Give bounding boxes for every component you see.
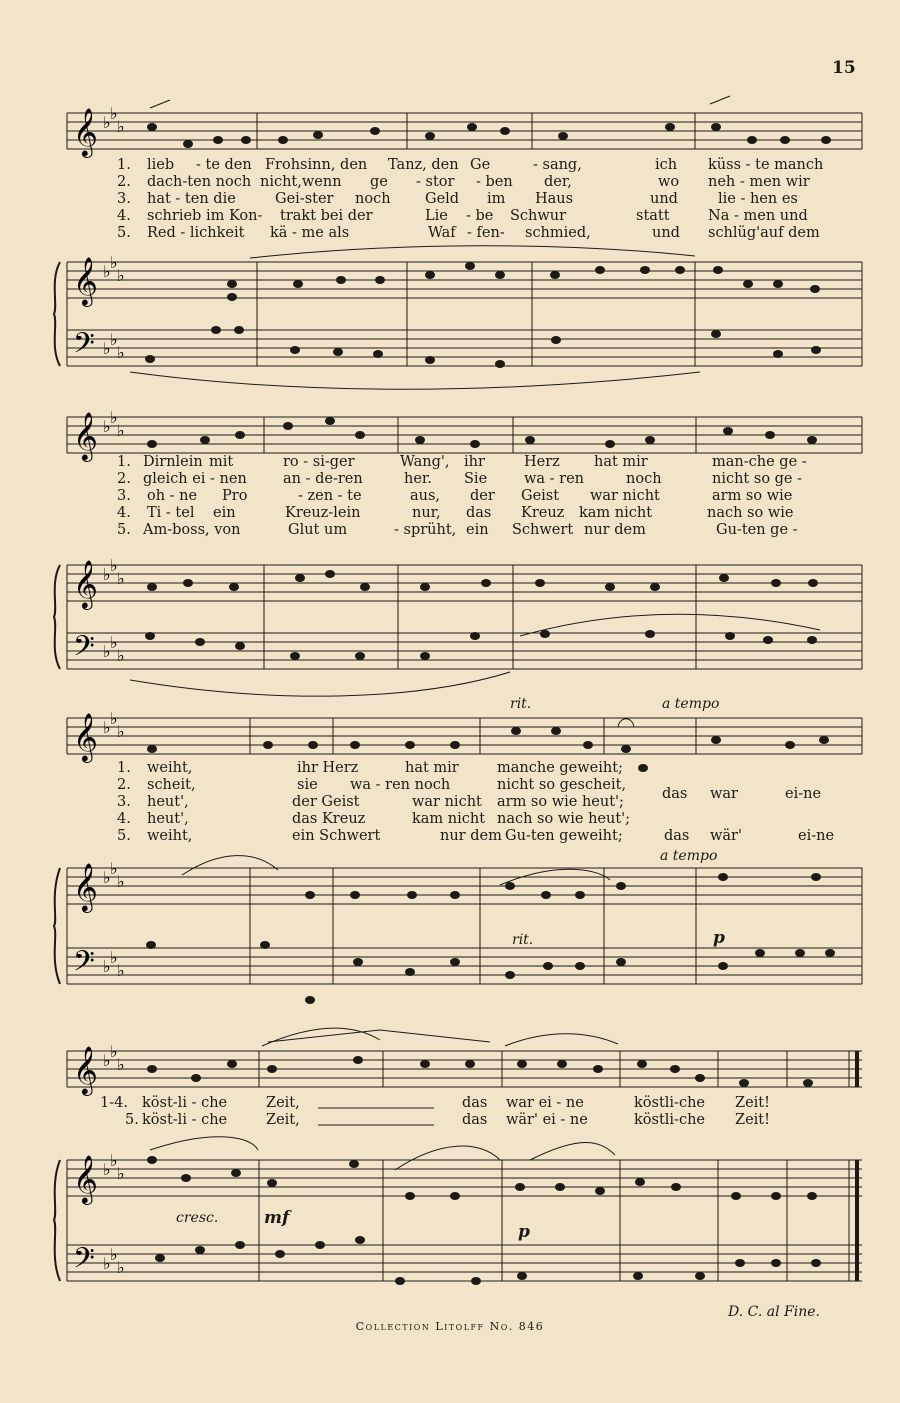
verse-number: 2.	[117, 174, 131, 190]
lyric: Lie	[425, 208, 448, 224]
svg-text:♭: ♭	[110, 1042, 118, 1061]
svg-text:♭: ♭	[110, 408, 118, 427]
svg-text:♭: ♭	[117, 266, 125, 285]
lyric: war nicht	[590, 488, 660, 504]
refrain-lyric: ei-ne	[798, 828, 835, 844]
lyric: ein	[213, 505, 236, 521]
lyric: ge	[370, 174, 388, 190]
svg-text:𝄞: 𝄞	[73, 256, 98, 305]
lyric: weiht,	[147, 828, 193, 844]
lyric: - te den	[196, 157, 252, 173]
lyric: statt	[636, 208, 670, 224]
lyric: heut',	[147, 811, 189, 827]
lyric: - sprüht,	[394, 522, 457, 538]
lyric: lie - hen es	[718, 191, 798, 207]
lyric: Herz	[524, 454, 560, 470]
a-tempo-marking: a tempo	[662, 696, 720, 712]
svg-text:♭: ♭	[110, 104, 118, 123]
lyric: gleich ei - nen	[143, 471, 247, 487]
lyric: lieb	[147, 157, 175, 173]
lyric: küss - te manch	[708, 157, 824, 173]
svg-text:♭: ♭	[110, 556, 118, 575]
lyric: mit	[209, 454, 234, 470]
lyric: - be	[466, 208, 494, 224]
svg-text:♭: ♭	[117, 569, 125, 588]
lyric: nur dem	[584, 522, 646, 538]
svg-text:♭: ♭	[103, 1160, 111, 1179]
lyric: ihr Herz	[297, 760, 359, 776]
da-capo-instruction: D. C. al Fine.	[728, 1304, 820, 1320]
lyric: wa - ren noch	[350, 777, 451, 793]
lyric: trakt bei der	[280, 208, 373, 224]
lyric: Frohsinn, den	[265, 157, 368, 173]
lyric: und	[652, 225, 680, 241]
verse-number: 1.	[117, 454, 131, 470]
svg-text:♭: ♭	[110, 709, 118, 728]
lyric: köst-li - che	[142, 1112, 228, 1128]
svg-text:𝄞: 𝄞	[73, 107, 98, 156]
verse-number: 4.	[117, 811, 131, 827]
melisma-lines	[0, 1095, 900, 1135]
lyric: her.	[404, 471, 432, 487]
lyric: das	[462, 1095, 488, 1111]
lyric: Kreuz-lein	[285, 505, 361, 521]
lyric: ro - si-ger	[283, 454, 355, 470]
lyric: ihr	[464, 454, 485, 470]
lyric: an - de-ren	[283, 471, 363, 487]
svg-text:♭: ♭	[103, 718, 111, 737]
verse-number: 1.	[117, 760, 131, 776]
crescendo-marking: cresc.	[176, 1210, 219, 1226]
svg-text:♭: ♭	[117, 1258, 125, 1277]
svg-text:♭: ♭	[110, 1245, 118, 1264]
lyric: manche geweiht;	[497, 760, 623, 776]
svg-text:♭: ♭	[103, 417, 111, 436]
lyric: hat - ten die	[147, 191, 236, 207]
verse-number: 2.	[117, 777, 131, 793]
lyric: oh - ne	[147, 488, 198, 504]
lyric: Zeit!	[735, 1112, 770, 1128]
lyric: Schwur	[510, 208, 567, 224]
lyric: nicht so gescheit,	[497, 777, 627, 793]
svg-text:♭: ♭	[117, 646, 125, 665]
svg-text:♭: ♭	[103, 1051, 111, 1070]
lyric: Ti - tel	[147, 505, 195, 521]
lyric: schrieb im Kon-	[147, 208, 263, 224]
verse-number: 3.	[117, 488, 131, 504]
verse-number: 5.	[117, 828, 131, 844]
refrain-lyric: das	[664, 828, 690, 844]
ritardando-marking: rit.	[512, 932, 534, 948]
svg-text:♭: ♭	[103, 1254, 111, 1273]
lyric: - ben	[476, 174, 513, 190]
refrain-lyric: wär'	[710, 828, 742, 844]
svg-text:♭: ♭	[117, 1164, 125, 1183]
lyric: - fen-	[467, 225, 505, 241]
lyric: wa - ren	[524, 471, 585, 487]
svg-text:♭: ♭	[103, 868, 111, 887]
lyric: das	[466, 505, 492, 521]
svg-text:♭: ♭	[110, 330, 118, 349]
verse-number: 5.	[117, 522, 131, 538]
lyric: weiht,	[147, 760, 193, 776]
svg-text:𝄞: 𝄞	[73, 559, 98, 608]
lyric: neh - men wir	[708, 174, 810, 190]
lyric: köst-li - che	[142, 1095, 228, 1111]
lyric: kam nicht	[579, 505, 653, 521]
lyric: - sang,	[533, 157, 582, 173]
refrain-lyric: ei-ne	[785, 786, 822, 802]
lyric: Glut um	[288, 522, 348, 538]
lyric: Gu-ten ge -	[716, 522, 798, 538]
lyric: noch	[626, 471, 662, 487]
lyric: köstli-che	[634, 1095, 705, 1111]
svg-text:♭: ♭	[117, 872, 125, 891]
lyric: scheit,	[147, 777, 196, 793]
svg-text:♭: ♭	[110, 1151, 118, 1170]
refrain-lyric: das	[662, 786, 688, 802]
verse-number: 1-4.	[100, 1095, 128, 1111]
lyric: Geld	[425, 191, 460, 207]
svg-text:♭: ♭	[110, 948, 118, 967]
page-number: 15	[832, 58, 856, 78]
lyric: kam nicht	[412, 811, 486, 827]
lyric: nicht so ge -	[712, 471, 803, 487]
lyric: hat mir	[405, 760, 459, 776]
lyric: Dirnlein	[143, 454, 203, 470]
lyric: noch	[355, 191, 391, 207]
svg-text:♭: ♭	[103, 262, 111, 281]
lyric: nach so wie	[707, 505, 794, 521]
svg-text:♭: ♭	[103, 565, 111, 584]
lyric: der,	[544, 174, 572, 190]
verse-number: 3.	[117, 191, 131, 207]
verse-number: 5.	[125, 1112, 139, 1128]
svg-text:♭: ♭	[117, 1055, 125, 1074]
refrain-lyric: war	[710, 786, 738, 802]
lyric: Zeit,	[266, 1112, 300, 1128]
svg-text:𝄞: 𝄞	[73, 712, 98, 761]
svg-text:♭: ♭	[110, 253, 118, 272]
svg-text:♭: ♭	[117, 421, 125, 440]
lyric: wär' ei - ne	[506, 1112, 588, 1128]
verse-number: 1.	[117, 157, 131, 173]
svg-text:𝄞: 𝄞	[73, 411, 98, 460]
lyric: Ge	[470, 157, 491, 173]
lyric: Sie	[464, 471, 488, 487]
svg-text:𝄞: 𝄞	[73, 1154, 98, 1203]
piano-dynamic: p	[518, 1222, 530, 1242]
svg-text:𝄞: 𝄞	[73, 862, 98, 911]
lyric: der Geist	[292, 794, 360, 810]
lyric: Am-boss, von	[143, 522, 241, 538]
lyric: nach so wie heut';	[497, 811, 631, 827]
verse-number: 4.	[117, 505, 131, 521]
lyric: Tanz, den	[388, 157, 459, 173]
lyric: heut',	[147, 794, 189, 810]
lyric: köstli-che	[634, 1112, 705, 1128]
verse-number: 3.	[117, 794, 131, 810]
lyric: ein	[466, 522, 489, 538]
verse-number: 2.	[117, 471, 131, 487]
lyric: war nicht	[412, 794, 482, 810]
lyric: schmied,	[525, 225, 591, 241]
lyric: Schwert	[512, 522, 574, 538]
lyric: das Kreuz	[292, 811, 366, 827]
lyric: war ei - ne	[506, 1095, 584, 1111]
lyric: ich	[655, 157, 678, 173]
lyric: Pro	[222, 488, 248, 504]
svg-text:♭: ♭	[117, 117, 125, 136]
lyric: Red - lichkeit	[147, 225, 245, 241]
lyric: wo	[658, 174, 680, 190]
lyric: das	[462, 1112, 488, 1128]
svg-text:♭: ♭	[117, 722, 125, 741]
lyric: nicht,wenn	[260, 174, 342, 190]
ritardando-marking: rit.	[510, 696, 532, 712]
svg-text:♭: ♭	[103, 113, 111, 132]
lyric: Gu-ten geweiht;	[505, 828, 623, 844]
lyric: ein Schwert	[292, 828, 381, 844]
lyric: Zeit,	[266, 1095, 300, 1111]
a-tempo-marking: a tempo	[660, 848, 718, 864]
lyric: Gei-ster	[275, 191, 334, 207]
svg-text:𝄞: 𝄞	[73, 1045, 98, 1094]
svg-text:♭: ♭	[110, 859, 118, 878]
svg-text:𝄢: 𝄢	[73, 630, 95, 670]
lyric: und	[650, 191, 678, 207]
svg-text:♭: ♭	[103, 642, 111, 661]
svg-text:♭: ♭	[117, 961, 125, 980]
lyric: arm so wie	[712, 488, 793, 504]
lyric: hat mir	[594, 454, 648, 470]
piano-dynamic: p	[713, 928, 725, 948]
lyric: Geist	[521, 488, 560, 504]
lyric: aus,	[410, 488, 441, 504]
svg-text:♭: ♭	[110, 633, 118, 652]
lyric: dach-ten noch	[147, 174, 252, 190]
svg-text:𝄢: 𝄢	[73, 1242, 95, 1282]
lyric: man-che ge -	[712, 454, 807, 470]
lyric: Wang',	[400, 454, 450, 470]
lyric: Zeit!	[735, 1095, 770, 1111]
lyric: Na	[708, 208, 730, 224]
mezzo-forte-dynamic: mf	[264, 1208, 290, 1228]
lyric: Haus	[535, 191, 574, 207]
lyric: arm so wie heut';	[497, 794, 624, 810]
publisher-footer: Collection Litolff No. 846	[355, 1320, 545, 1333]
lyric: kä - me als	[270, 225, 350, 241]
lyric: Kreuz	[521, 505, 565, 521]
svg-text:𝄢: 𝄢	[73, 945, 95, 985]
svg-text:♭: ♭	[103, 957, 111, 976]
verse-number: 5.	[117, 225, 131, 241]
lyric: sie	[297, 777, 318, 793]
lyric: Waf	[428, 225, 456, 241]
lyric: - zen - te	[298, 488, 362, 504]
svg-text:♭: ♭	[103, 339, 111, 358]
svg-text:♭: ♭	[117, 343, 125, 362]
lyric: - men und	[734, 208, 808, 224]
lyric: der	[470, 488, 495, 504]
svg-text:𝄢: 𝄢	[73, 327, 95, 367]
lyric: nur dem	[440, 828, 502, 844]
lyric: nur,	[412, 505, 441, 521]
lyric: im	[487, 191, 506, 207]
lyric: schlüg'auf dem	[708, 225, 820, 241]
lyric: - stor	[416, 174, 455, 190]
verse-number: 4.	[117, 208, 131, 224]
